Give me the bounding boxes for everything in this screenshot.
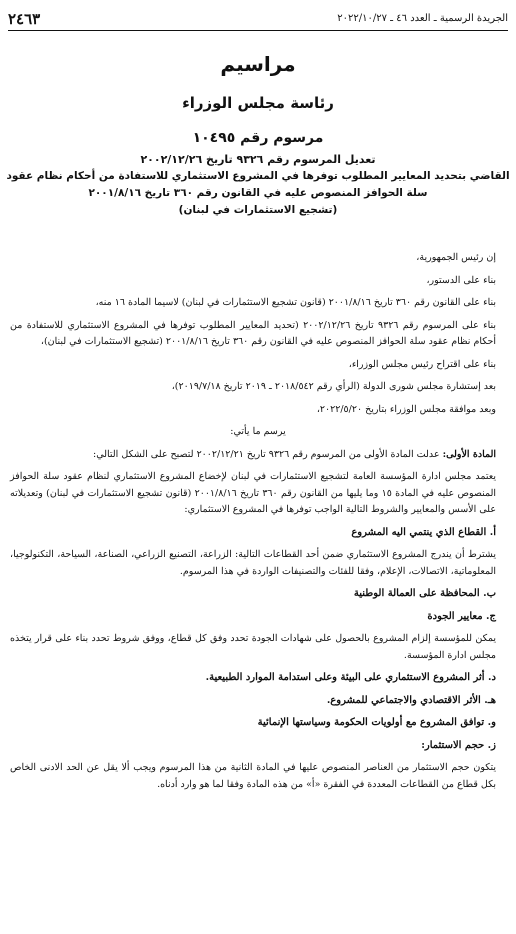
article-1-label: المادة الأولى:: [442, 448, 496, 460]
criterion-e-title: هـ. الأثر الاقتصادي والاجتماعي للمشروع.: [326, 694, 496, 706]
page-header: [8, 10, 508, 30]
decree-number: مرسوم رقم ١٠٤٩٥: [192, 130, 324, 146]
preamble-decree-9326: بناء على المرسوم رقم ٩٣٢٦ تاريخ ٢٠٠٢/١٢/٢٦ (تحديد المعايير المطلوب توفرها في المشروع الاستثماري للاستفادة من أحكام نظام عقود سلة الحوافز المنصوص عليه في القانون رقم ٣٦٠ تاريخ ٢٠٠١/٨/١٦ (تشجيع الاستثمارات في لبنان)،: [10, 319, 496, 347]
issuing-authority: رئاسة مجلس الوزراء: [182, 94, 334, 112]
preamble-proposal: بناء على اقتراح رئيس مجلس الوزراء،: [348, 358, 496, 370]
preamble-law-360: بناء على القانون رقم ٣٦٠ تاريخ ٢٠٠١/٨/١٦ (قانون تشجيع الاستثمارات في لبنان) لاسيما المادة ١٦ منه،: [95, 297, 496, 308]
article-1: [10, 447, 506, 464]
decree-subject-line-3: (تشجيع الاستثمارات في لبنان): [178, 204, 338, 216]
decree-subject-line-2: سلة الحوافز المنصوص عليه في القانون رقم ٣٦٠ تاريخ ٢٠٠١/٨/١٦: [88, 187, 428, 199]
criterion-z-title: ز. حجم الاستثمار:: [421, 739, 496, 751]
criterion-a-title: أ. القطاع الذي ينتمي اليه المشروع: [351, 526, 496, 538]
preamble-constitution: بناء على الدستور،: [426, 274, 496, 286]
criterion-z-text: يتكون حجم الاستثمار من العناصر المنصوص عليها في المادة الثانية من هذا المرسوم ويجب ألا يقل عن الحد الادنى الخاص بكل قطاع من القطاعات المعددة في الفقرة «أ» من هذه المادة وفقا لما هو وارد أدناه.: [10, 762, 496, 790]
decree-body: [10, 250, 506, 799]
criterion-f-title: و. توافق المشروع مع أولويات الحكومة وسياستها الإنمائية: [257, 717, 496, 728]
article-1-intro: يعتمد مجلس ادارة المؤسسة العامة لتشجيع الاستثمارات في لبنان لإخضاع المشروع الاستثماري لنظام عقود سلة الحوافز المنصوص عليه في المادة ١٥ وما يليها من القانون رقم ٣٦٠ تاريخ ٢٠٠١/٨/١٦ (قانون تشجيع الاستثمارات في لبنان) وتعديلاته على الأسس والمعايير والشروط التالية الواجب توفرها في المشروع الاستثماري:: [10, 471, 497, 515]
preamble-council-opinion: بعد إستشارة مجلس شورى الدولة (الرأي رقم ٢٠١٨/٥٤٢ ـ ٢٠١٩ تاريخ ٢٠١٩/٧/١٨)،: [171, 381, 496, 392]
criterion-c-title: ج. معايير الجودة: [427, 610, 496, 622]
article-1-text: عدلت المادة الأولى من المرسوم رقم ٩٣٢٦ تاريخ ٢٠٠٢/١٢/٢١ لتصبح على الشكل التالي:: [93, 448, 440, 460]
criterion-d-title: د. أثر المشروع الاستثماري على البيئة وعلى استدامة الموارد الطبيعية.: [205, 672, 496, 683]
header-divider: [8, 30, 508, 31]
decree-amendment: تعديل المرسوم رقم ٩٣٢٦ تاريخ ٢٠٠٢/١٢/٢٦: [140, 153, 376, 166]
criterion-a-text: يشترط أن يندرج المشروع الاستثماري ضمن أحد القطاعات التالية: الزراعة، التصنيع الزراعي، الصناعة، السياحة، التكنولوجيا، المعلوماتية، الاتصالات، الإعلام، وفقا للفئات والتصنيفات الواردة في هذا المرسوم.: [10, 549, 496, 577]
enactment-clause: يرسم ما يأتي:: [230, 426, 286, 437]
section-title: مراسيم: [220, 52, 296, 76]
preamble-approval: وبعد موافقة مجلس الوزراء بتاريخ ٢٠٢٢/٥/٢٠،: [316, 403, 496, 415]
gazette-issue-line: الجريدة الرسمية ـ العدد ٤٦ ـ ٢٠٢٢/١٠/٢٧: [337, 13, 508, 24]
criterion-b-title: ب. المحافظة على العمالة الوطنية: [353, 588, 496, 599]
preamble-president: إن رئيس الجمهورية،: [416, 252, 496, 263]
criterion-c-text: يمكن للمؤسسة إلزام المشروع بالحصول على شهادات الجودة تحدد وفق كل قطاع، ووفق شروط تحدد بناء على قرار يتخذه مجلس ادارة المؤسسة.: [10, 633, 496, 661]
decree-subject-line-1: القاضي بتحديد المعايير المطلوب توفرها في المشروع الاستثماري للاستفادة من أحكام نظام عقود: [6, 170, 510, 182]
page-number: ٢٤٦٣: [8, 10, 41, 28]
